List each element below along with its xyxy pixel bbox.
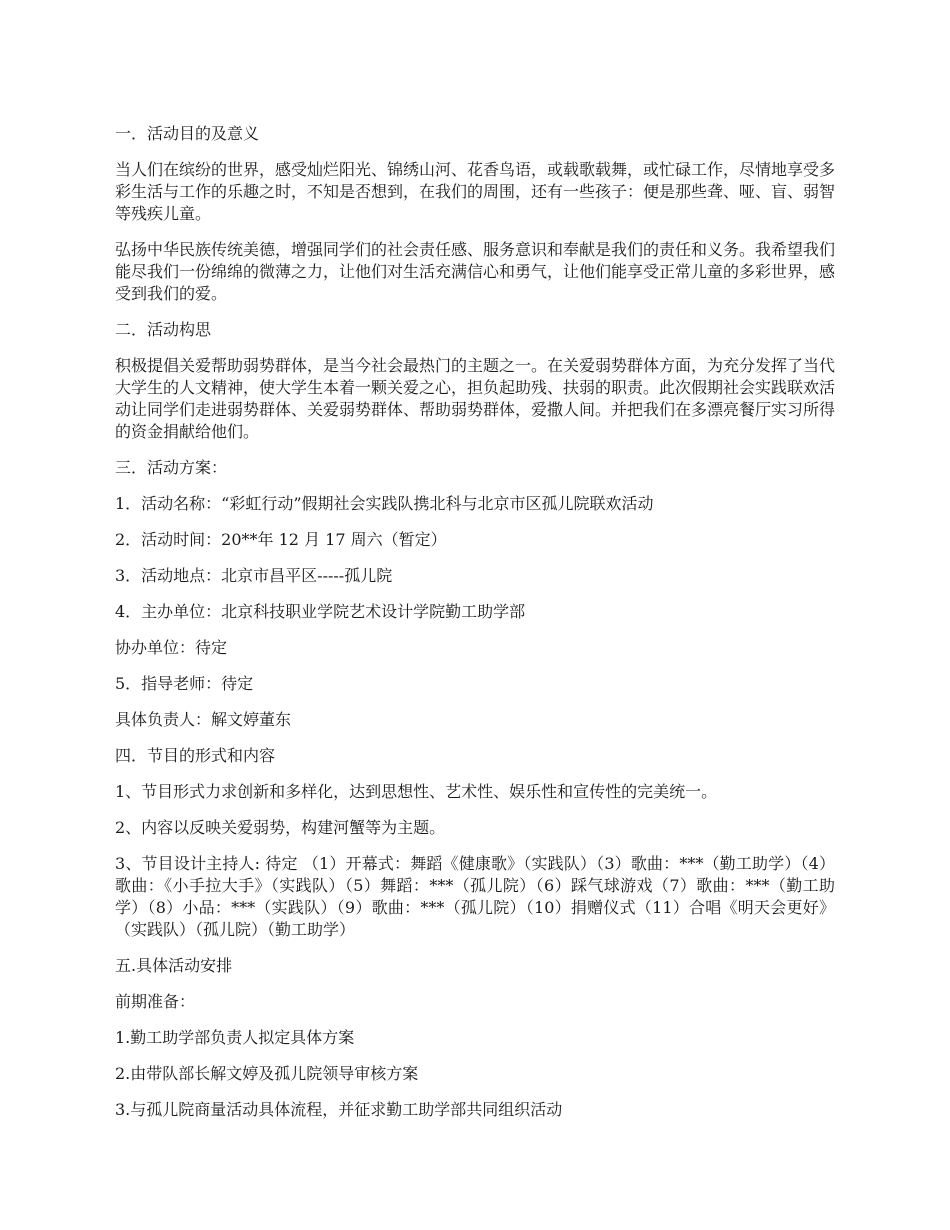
body-paragraph: 当人们在缤纷的世界，感受灿烂阳光、锦绣山河、花香鸟语，或载歌载舞，或忙碌工作，尽情地享受多彩生活与工作的乐趣之时，不知是否想到，在我们的周围，还有一些孩子：便是那些聋、哑、盲、弱智等残疾儿童。 bbox=[115, 160, 836, 223]
plan-item-co-organizer: 协办单位：待定 bbox=[115, 638, 228, 657]
section-heading-program: 四．节目的形式和内容 bbox=[115, 746, 276, 765]
schedule-item: 1.勤工助学部负责人拟定具体方案 bbox=[115, 1028, 355, 1047]
schedule-item: 3.与孤儿院商量活动具体流程，并征求勤工助学部共同组织活动 bbox=[115, 1100, 563, 1119]
plan-item-time: 2．活动时间：20**年 12 月 17 周六（暂定） bbox=[115, 530, 447, 549]
plan-item-location: 3．活动地点：北京市昌平区-----孤儿院 bbox=[115, 566, 393, 585]
document-body bbox=[115, 123, 835, 1135]
schedule-subheading: 前期准备： bbox=[115, 992, 196, 1011]
program-item: 1、节目形式力求创新和多样化，达到思想性、艺术性、娱乐性和宣传性的完美统一。 bbox=[115, 782, 718, 801]
section-heading-plan: 三．活动方案： bbox=[115, 458, 228, 477]
plan-item-organizer: 4．主办单位：北京科技职业学院艺术设计学院勤工助学部 bbox=[115, 602, 526, 621]
section-heading-schedule: 五.具体活动安排 bbox=[115, 956, 233, 975]
body-paragraph: 积极提倡关爱帮助弱势群体，是当今社会最热门的主题之一。在关爱弱势群体方面，为充分发挥了当代大学生的人文精神，使大学生本着一颗关爱之心，担负起助残、扶弱的职责。此次假期社会实践联欢活动让同学们走进弱势群体、关爱弱势群体、帮助弱势群体，爱撒人间。并把我们在多漂亮餐厅实习所得的资金捐献给他们。 bbox=[115, 356, 836, 441]
program-item: 2、内容以反映关爱弱势，构建河蟹等为主题。 bbox=[115, 818, 446, 837]
program-item: 3、节目设计主持人: 待定 （1）开幕式：舞蹈《健康歌》（实践队）（3）歌曲：***（勤工助学）（4）歌曲：《小手拉大手》（实践队）（5）舞蹈：***（孤儿院）（6）踩气球游戏（7）歌曲：***（勤工助学）（8）小品：***（实践队）（9）歌曲：***（孤儿院）（10）捐赠仪式（11）合唱《明天会更好》（实践队）（孤儿院）（勤工助学） bbox=[115, 854, 835, 939]
plan-item-advisor: 5．指导老师：待定 bbox=[115, 674, 254, 693]
schedule-item: 2.由带队部长解文婷及孤儿院领导审核方案 bbox=[115, 1064, 419, 1083]
plan-item-person-in-charge: 具体负责人：解文婷董东 bbox=[115, 710, 292, 729]
plan-item-name: 1．活动名称：“彩虹行动”假期社会实践队携北科与北京市区孤儿院联欢活动 bbox=[115, 494, 654, 513]
section-heading-concept: 二．活动构思 bbox=[115, 320, 212, 339]
section-heading-purpose: 一．活动目的及意义 bbox=[115, 124, 260, 143]
body-paragraph: 弘扬中华民族传统美德，增强同学们的社会责任感、服务意识和奉献是我们的责任和义务。我希望我们能尽我们一份绵绵的微薄之力，让他们对生活充满信心和勇气，让他们能享受正常儿童的多彩世界，感受到我们的爱。 bbox=[115, 240, 836, 303]
